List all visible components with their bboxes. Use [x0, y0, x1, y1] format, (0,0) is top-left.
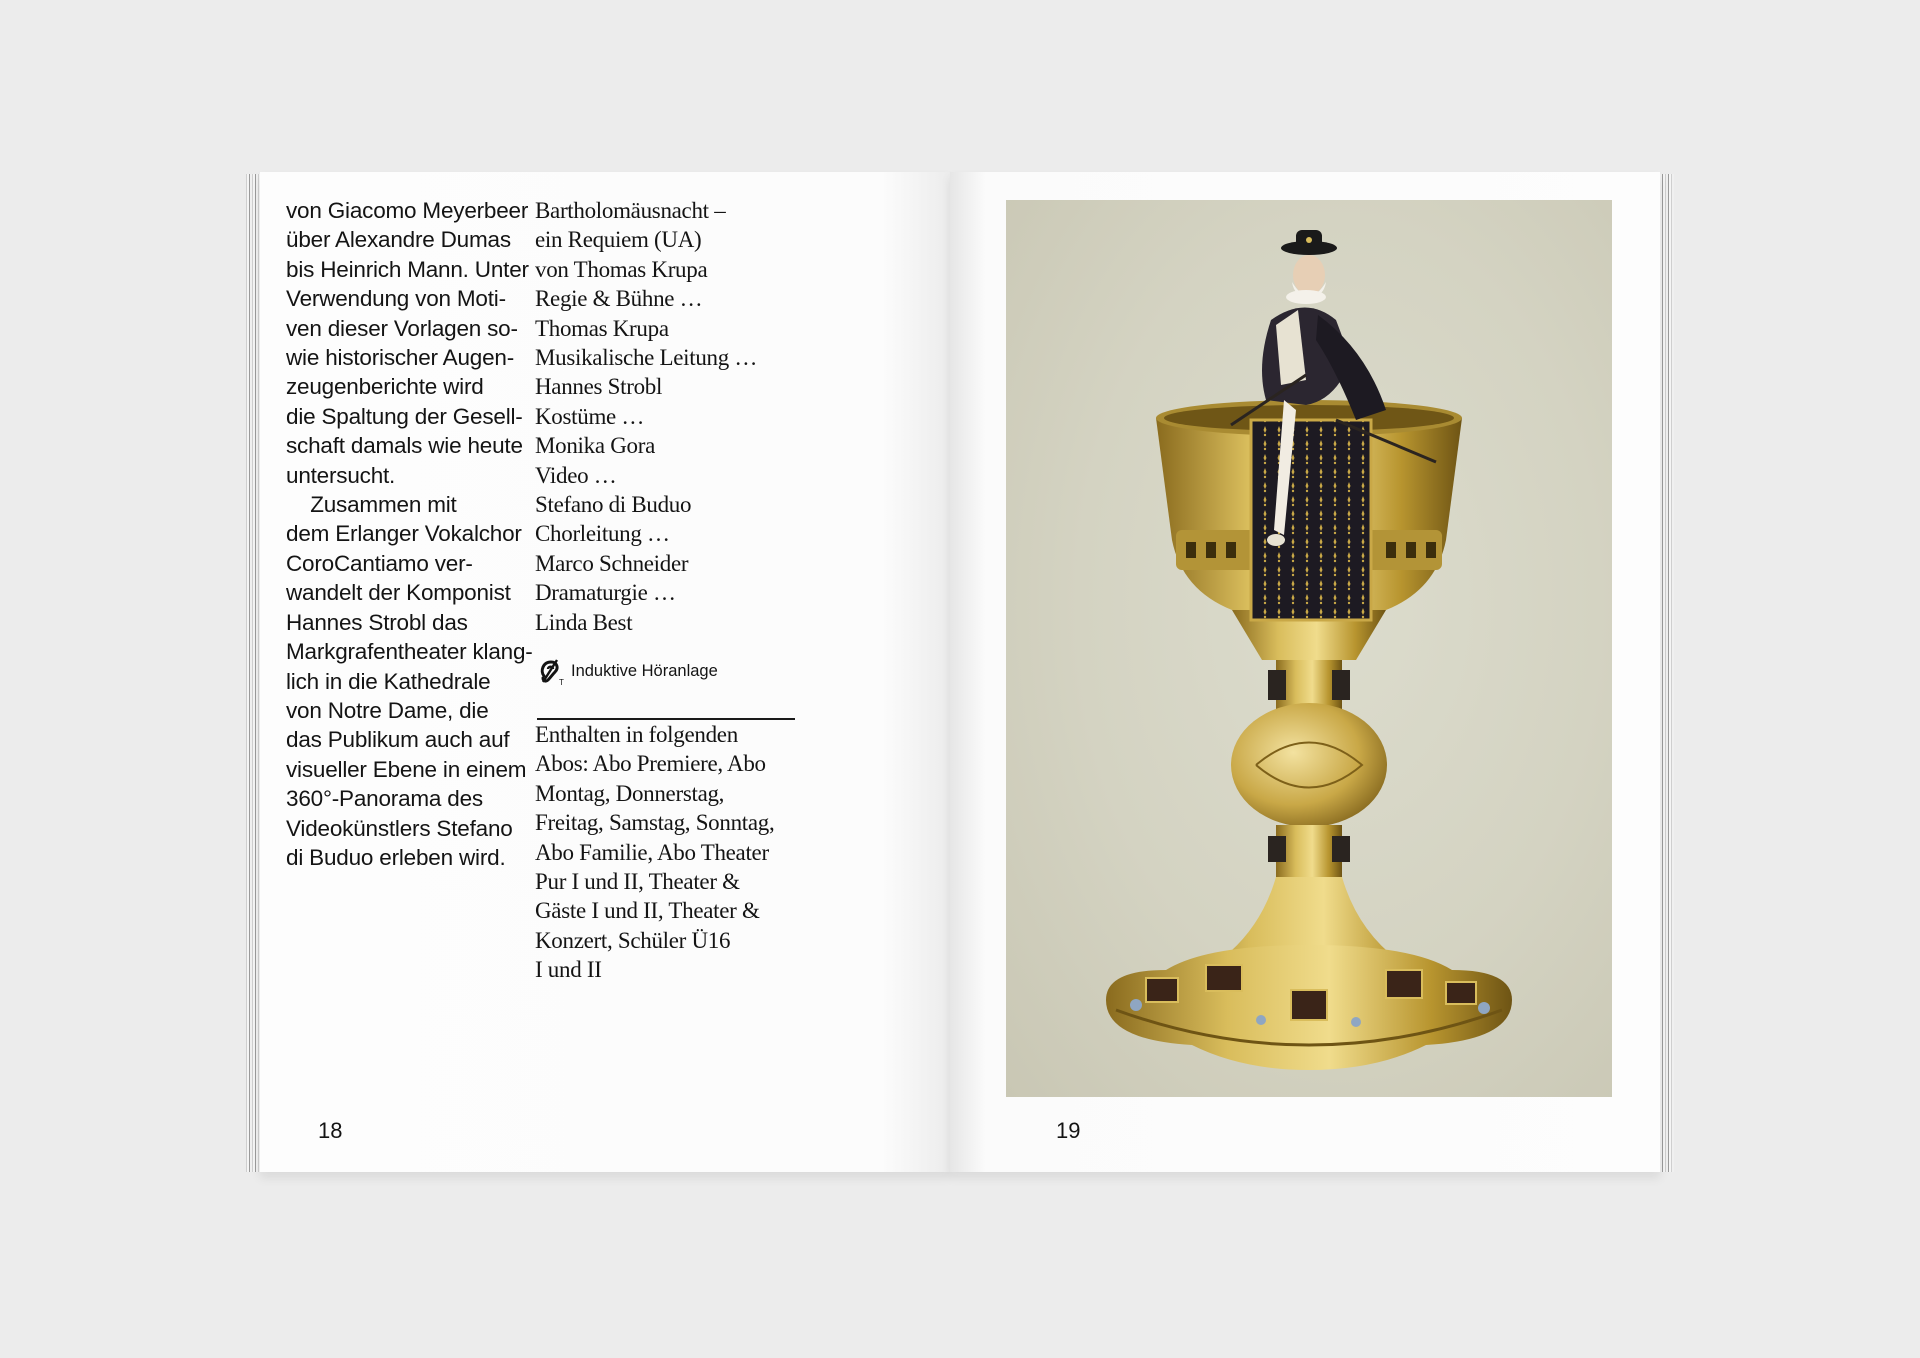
text-line: Abo Familie, Abo Theater	[535, 839, 769, 865]
page-number-left: 18	[318, 1118, 343, 1143]
credits-column	[535, 196, 825, 637]
book-spread	[252, 172, 1668, 1172]
text-line: Pur I und II, Theater &	[535, 869, 740, 895]
text-line: Hannes Strobl	[535, 374, 663, 400]
text-line: Gäste I und II, Theater &	[535, 898, 760, 924]
text-line: Musikalische Leitung …	[535, 345, 758, 371]
accessibility-note	[535, 656, 718, 686]
left-page	[260, 172, 950, 1172]
text-line: Zusammen mit	[286, 492, 457, 518]
text-line: I und II	[535, 957, 602, 983]
text-line: Dramaturgie …	[535, 580, 676, 606]
text-line: Marco Schneider	[535, 550, 689, 576]
text-line: das Publikum auch auf	[286, 727, 510, 753]
text-line: ven dieser Vorlagen so-	[286, 315, 518, 341]
body-text-column	[286, 196, 566, 872]
text-line: visueller Ebene in einem	[286, 756, 527, 782]
text-line: Verwendung von Moti-	[286, 286, 506, 312]
text-line: zeugenberichte wird	[286, 374, 484, 400]
page-number-right: 19	[1056, 1118, 1081, 1143]
text-line: Hannes Strobl das	[286, 609, 468, 635]
text-line: Freitag, Samstag, Sonntag,	[535, 810, 775, 836]
text-line: Chorleitung …	[535, 521, 670, 547]
page-edges-left	[246, 174, 260, 1172]
text-line: Stefano di Buduo	[535, 492, 692, 518]
text-line: Video …	[535, 462, 617, 488]
text-line: 360°-Panorama des	[286, 786, 483, 812]
text-line: Monika Gora	[535, 433, 655, 459]
text-line: von Notre Dame, die	[286, 697, 489, 723]
right-page	[950, 172, 1660, 1172]
text-line: untersucht.	[286, 462, 396, 488]
hearing-loop-icon	[535, 656, 565, 686]
text-line: ein Requiem (UA)	[535, 227, 702, 253]
text-line: schaft damals wie heute	[286, 433, 523, 459]
subscriptions-text	[535, 720, 825, 985]
accessibility-label: Induktive Höranlage	[571, 661, 718, 680]
text-line: Videokünstlers Stefano	[286, 815, 513, 841]
text-line: die Spaltung der Gesell-	[286, 403, 523, 429]
text-line: Regie & Bühne …	[535, 286, 703, 312]
text-line: Konzert, Schüler Ü16	[535, 927, 731, 953]
text-line: von Giacomo Meyerbeer	[286, 198, 529, 223]
text-line: Montag, Donnerstag,	[535, 780, 725, 806]
text-line: CoroCantiamo ver-	[286, 550, 473, 576]
text-line: wandelt der Komponist	[286, 580, 511, 606]
text-line: Linda Best	[535, 609, 633, 635]
text-line: lich in die Kathedrale	[286, 668, 491, 694]
text-line: Enthalten in folgenden	[535, 722, 738, 747]
text-line: bis Heinrich Mann. Unter	[286, 256, 529, 282]
text-line: Thomas Krupa	[535, 315, 669, 341]
page-edges-right	[1660, 174, 1674, 1172]
chalice-photo	[1006, 200, 1612, 1097]
text-line: von Thomas Krupa	[535, 256, 708, 282]
text-line: di Buduo erleben wird.	[286, 844, 506, 870]
text-line: Markgrafentheater klang-	[286, 639, 533, 665]
text-line: wie historischer Augen-	[286, 345, 515, 371]
text-line: über Alexandre Dumas	[286, 227, 511, 253]
text-line: Kostüme …	[535, 403, 645, 429]
text-line: dem Erlanger Vokalchor	[286, 521, 522, 547]
text-line: Bartholomäusnacht –	[535, 198, 726, 223]
text-line: Abos: Abo Premiere, Abo	[535, 751, 766, 777]
svg-text:T: T	[559, 678, 564, 686]
